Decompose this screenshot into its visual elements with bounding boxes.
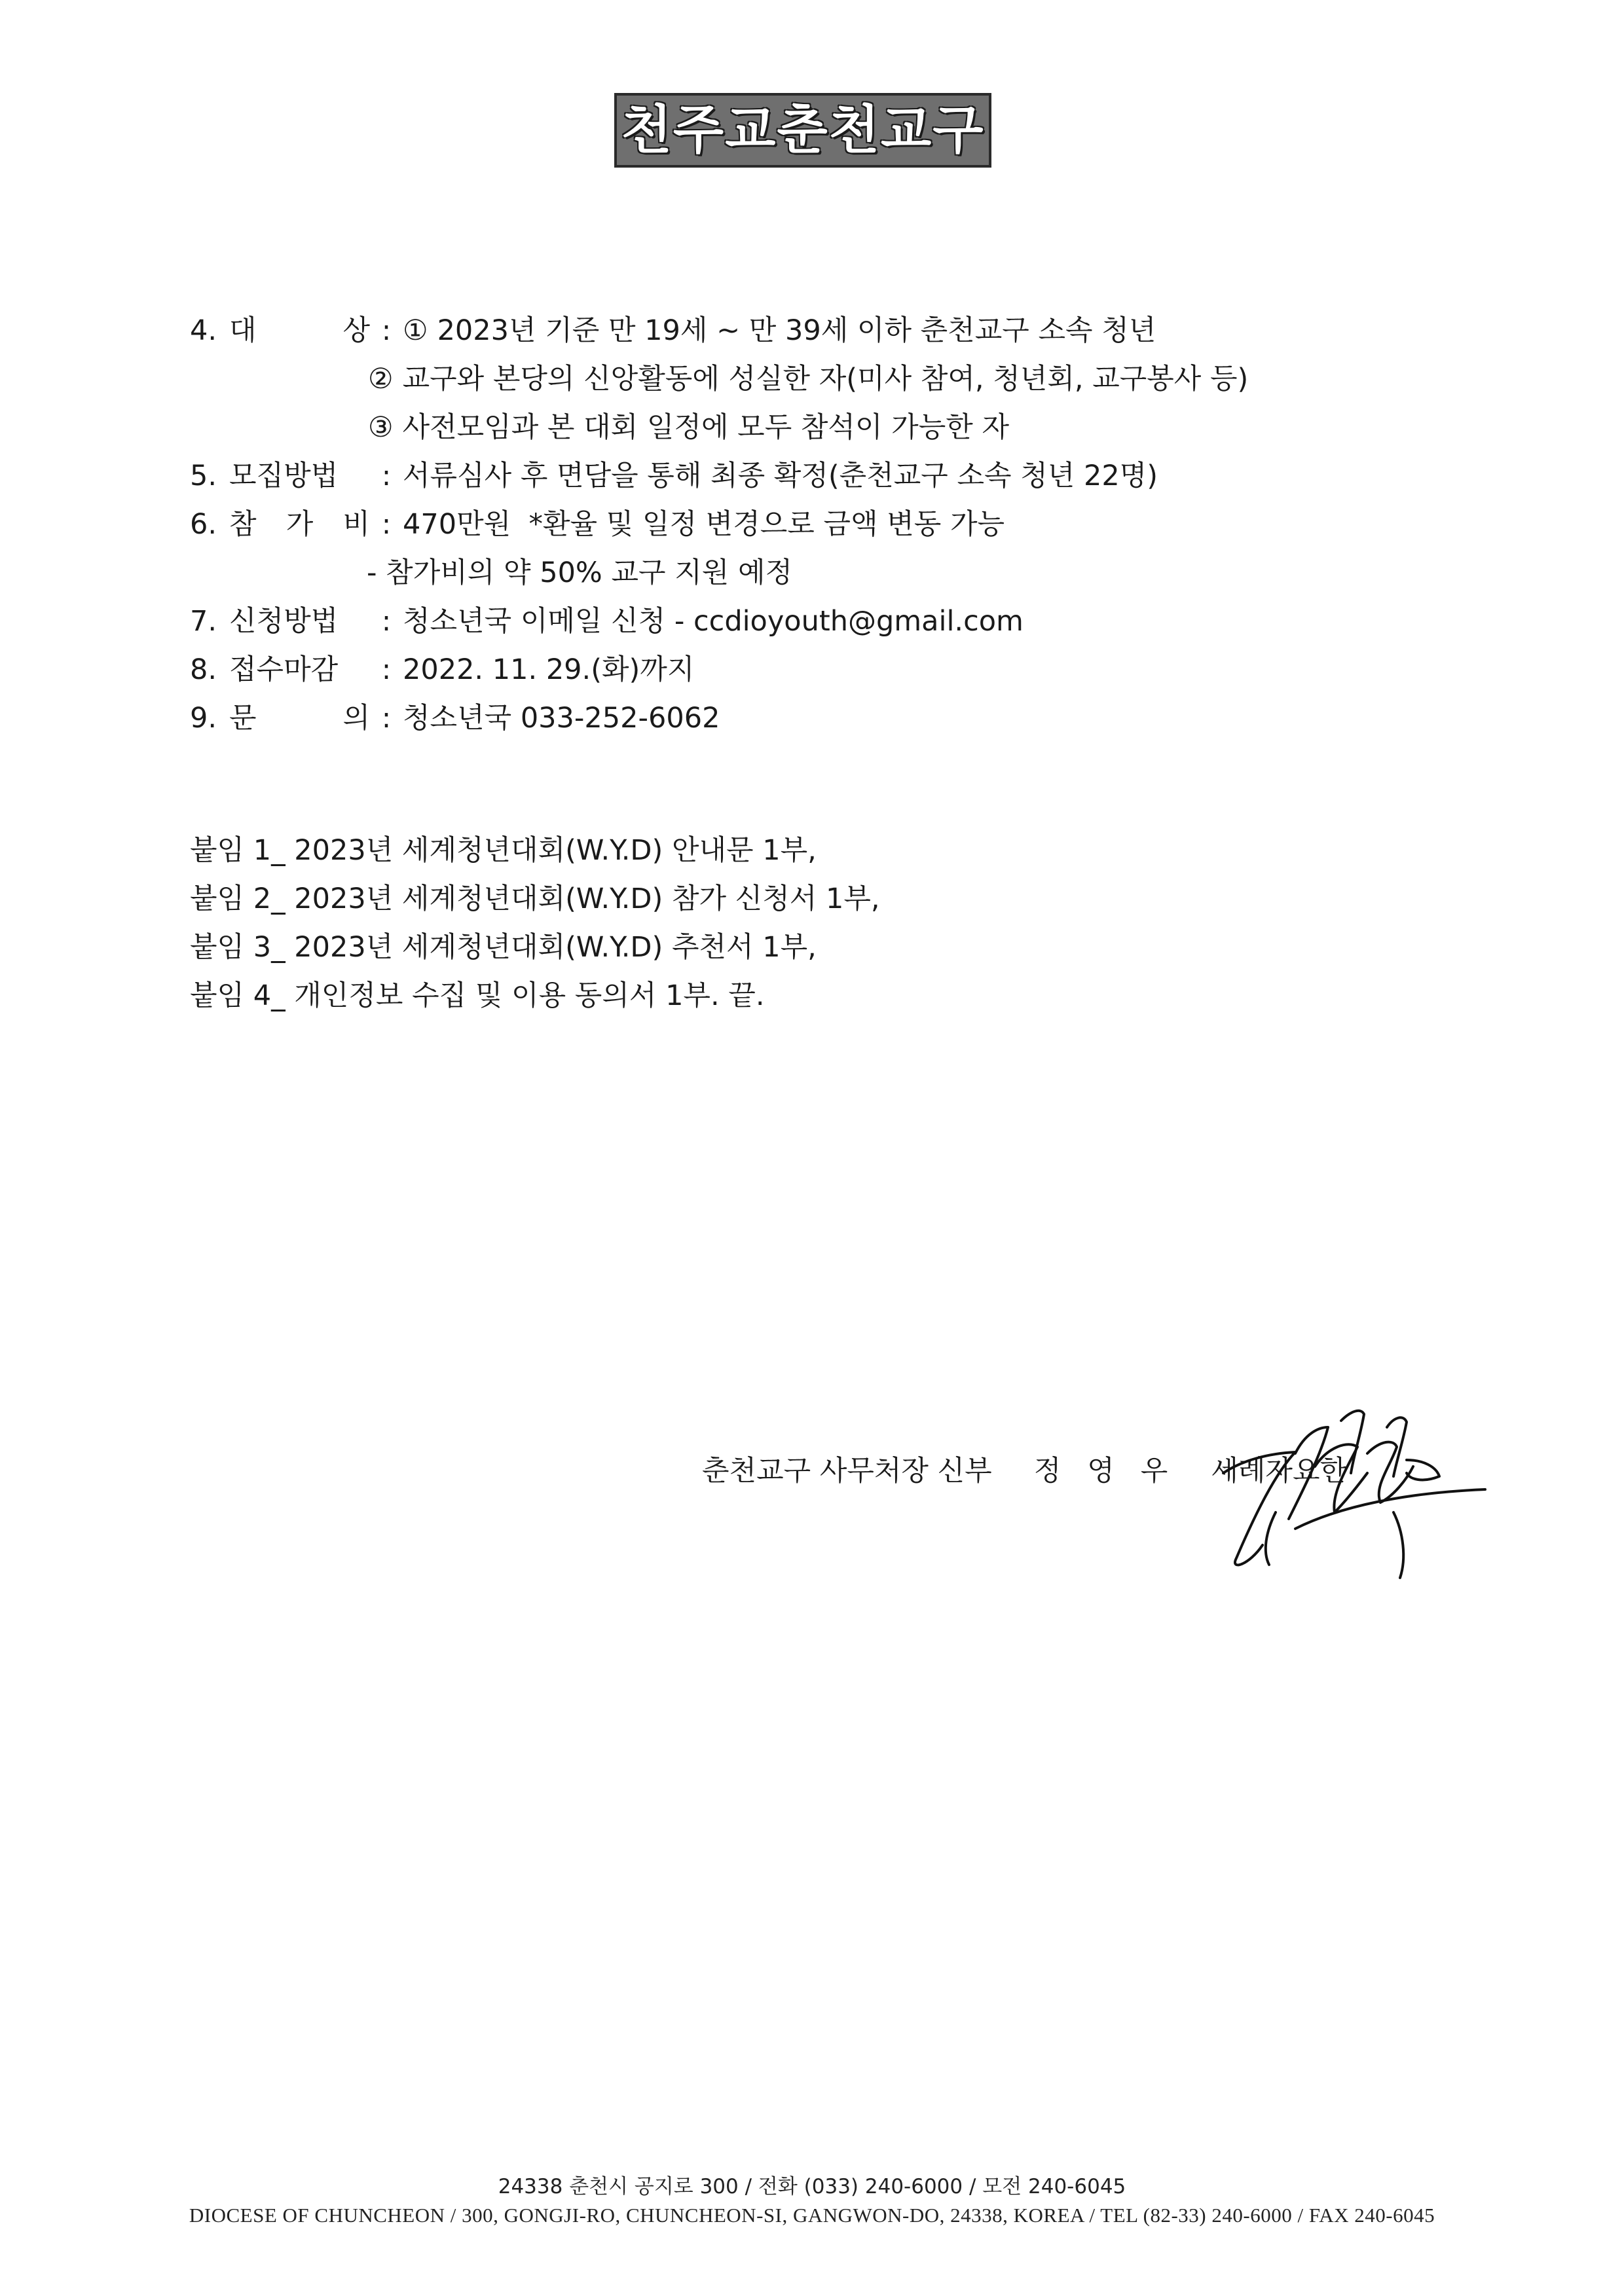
item-number: 7. (190, 605, 217, 638)
item-value: 470만원 *환율 및 일정 변경으로 금액 변동 가능 (403, 508, 1005, 541)
item-number: 9. (190, 702, 217, 735)
item-colon: : (381, 605, 392, 638)
attachment-item: 붙임 2_ 2023년 세계청년대회(W.Y.D) 참가 신청서 1부, (190, 883, 880, 915)
attachment-item: 붙임 3_ 2023년 세계청년대회(W.Y.D) 추천서 1부, (190, 931, 817, 964)
item-label: 신청방법 (229, 605, 339, 638)
item-value: 서류심사 후 면담을 통해 최종 확정(춘천교구 소속 청년 22명) (403, 460, 1158, 492)
item-label: 모집방법 (229, 460, 339, 492)
item-colon: : (381, 314, 392, 347)
item-number: 4. (190, 314, 217, 347)
item-continuation: ② 교구와 본당의 신앙활동에 성실한 자(미사 참여, 청년회, 교구봉사 등) (190, 355, 1467, 403)
circled-number-3: ③ (368, 411, 394, 444)
item-label: 문 의 (229, 702, 370, 735)
signer-title: 춘천교구 사무처장 신부 (702, 1455, 992, 1487)
footer-english-address: DIOCESE OF CHUNCHEON / 300, GONGJI-RO, CHUNCHEON-SI, GANGWON-DO, 24338, KOREA / TEL (82-33) 240-6000 / FAX 240-6045 (189, 2204, 1435, 2227)
attachment-item: 붙임 4_ 개인정보 수집 및 이용 동의서 1부. 끝. (190, 979, 765, 1012)
info-items (190, 306, 1467, 742)
signer-name: 정영우 (1033, 1455, 1194, 1487)
handwritten-signature (1197, 1362, 1511, 1597)
footer-korean-address: 24338 춘천시 공지로 300 / 전화 (033) 240-6000 / 모전 240-6045 (498, 2175, 1126, 2198)
item-value: 청소년국 이메일 신청 - ccdioyouth@gmail.com (403, 605, 1024, 638)
item-label: 대 상 (229, 314, 370, 347)
item-label: 접수마감 (229, 653, 339, 686)
item-continuation: ③ 사전모임과 본 대회 일정에 모두 참석이 가능한 자 (190, 403, 1467, 452)
circled-number-1: ① (403, 314, 428, 347)
item-value: 청소년국 033-252-6062 (403, 702, 720, 735)
item-target (190, 306, 1467, 355)
item-inquiry (190, 694, 1467, 742)
item-recruitment-method (190, 452, 1467, 500)
item-number: 8. (190, 653, 217, 686)
item-continuation: - 참가비의 약 50% 교구 지원 예정 (367, 556, 793, 589)
item-fee (190, 500, 1467, 549)
item-colon: : (381, 508, 392, 541)
item-deadline (190, 646, 1467, 694)
circled-number-2: ② (368, 363, 394, 395)
attachment-list (190, 826, 1434, 1020)
letterhead-footer (0, 2172, 1624, 2230)
item-label: 참 가 비 (229, 508, 370, 541)
item-application-method (190, 597, 1467, 646)
item-colon: : (381, 460, 392, 492)
signer-baptismal-name: 세례자요한 (1211, 1455, 1348, 1487)
logo-text: 천주교춘천교구 (621, 100, 985, 160)
item-number: 5. (190, 460, 217, 492)
item-value: ① 2023년 기준 만 19세 ~ 만 39세 이하 춘천교구 소속 청년 (403, 306, 1467, 355)
item-colon: : (381, 702, 392, 735)
diocese-logo-banner (614, 93, 991, 168)
item-number: 6. (190, 508, 217, 541)
item-value: 2022. 11. 29.(화)까지 (403, 653, 695, 686)
item-colon: : (381, 653, 392, 686)
attachment-item: 붙임 1_ 2023년 세계청년대회(W.Y.D) 안내문 1부, (190, 834, 817, 867)
